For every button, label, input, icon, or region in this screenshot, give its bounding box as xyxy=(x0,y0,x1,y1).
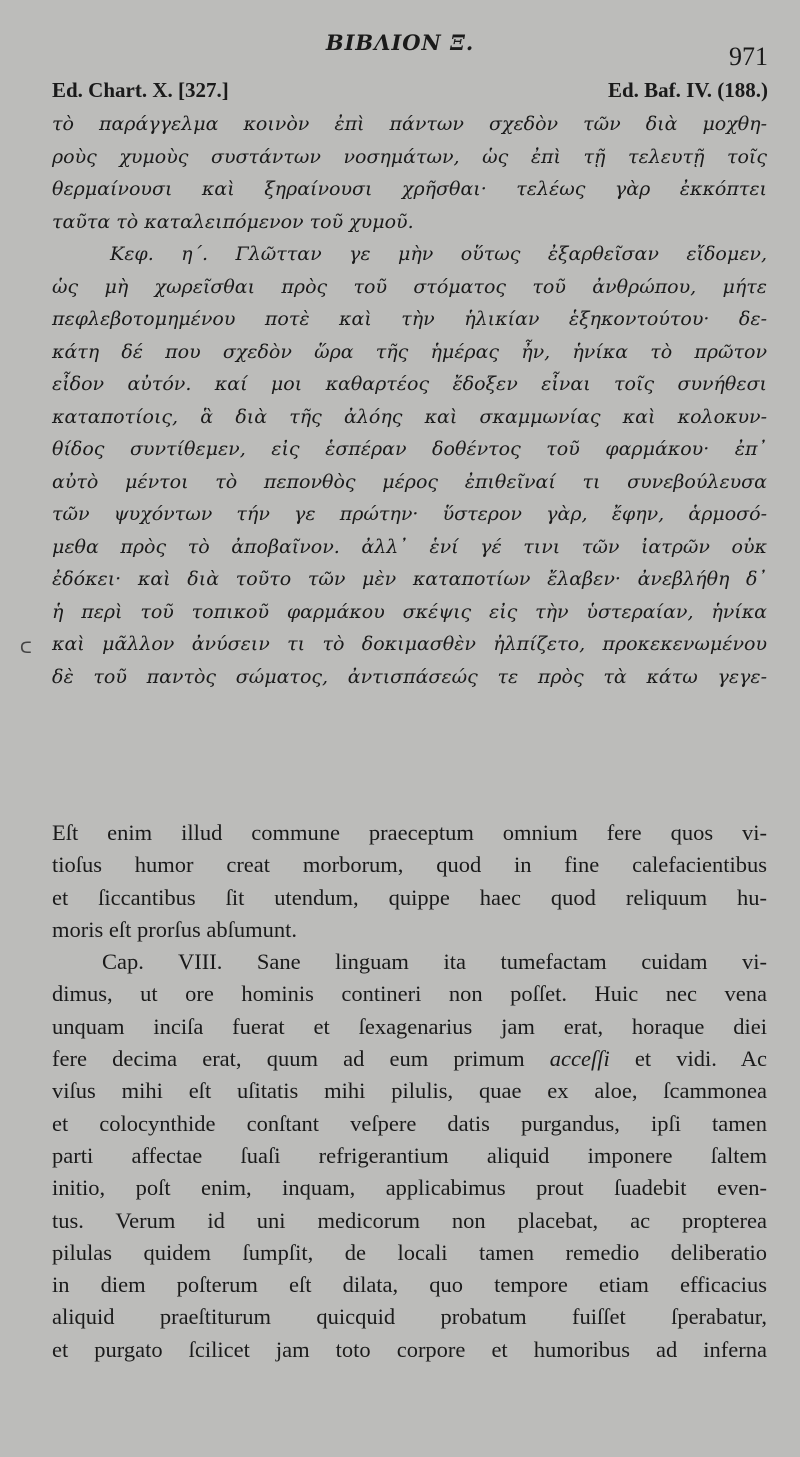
latin-line: et ſiccantibus ſit utendum, quippe haec quod reliquum hu- xyxy=(52,884,767,910)
latin-line: et purgato ſcilicet jam toto corpore et humoribus ad inferna xyxy=(52,1336,767,1362)
latin-line: Cap. VIII. Sane linguam ita tumefactam cuidam vi- xyxy=(102,949,767,975)
latin-line: tioſus humor creat morborum, quod in fine calefacientibus xyxy=(52,852,767,878)
greek-line: ἡ περὶ τοῦ τοπικοῦ φαρμάκου σκέψις εἰς τὴν ὑστεραίαν, ἡνίκα xyxy=(52,600,767,623)
greek-line: πεφλεβοτομημένου ποτὲ καὶ τὴν ἡλικίαν ἑξηκοντούτου· δε- xyxy=(52,308,767,330)
latin-line: dimus, ut ore hominis contineri non poſſet. Huic nec vena xyxy=(52,981,767,1007)
greek-line: ἐδόκει· καὶ διὰ τοῦτο τῶν μὲν καταποτίων ἔλαβεν· ἀνεβλήθη δ᾽ xyxy=(52,568,767,590)
latin-line-head: fere decima erat, quum ad eum primum xyxy=(52,1046,525,1072)
running-title: ΒΙΒΛΙΟΝ Ξ. xyxy=(325,30,475,55)
latin-line: pilulas quidem ſumpſit, de locali tamen remedio deliberatio xyxy=(52,1239,767,1265)
page-number: 971 xyxy=(729,42,768,71)
latin-line: viſus mihi eſt uſitatis mihi pilulis, quae ex aloe, ſcammonea xyxy=(52,1078,767,1104)
latin-line: initio, poſt enim, inquam, applicabimus prout ſuadebit even- xyxy=(52,1175,767,1201)
edition-reference-right: Ed. Baf. IV. (188.) xyxy=(607,78,768,102)
latin-text-block xyxy=(52,817,767,1366)
greek-text-block xyxy=(52,108,767,693)
latin-line: tus. Verum id uni medicorum non placebat, ac propterea xyxy=(52,1207,767,1233)
greek-line: θίδος συντίθεμεν, εἰς ἑσπέραν δοθέντος τοῦ φαρμάκου· ἐπ᾽ xyxy=(52,438,767,460)
latin-line: aliquid praeſtiturum quicquid probatum fuiſſet ſperabatur, xyxy=(52,1304,767,1330)
latin-line: unquam inciſa fuerat et ſexagenarius jam erat, horaque diei xyxy=(52,1013,767,1039)
greek-line: τῶν ψυχόντων τήν γε πρώτην· ὕστερον γὰρ, ἔφην, ἁρμοσό- xyxy=(52,503,767,525)
greek-line: θερμαίνουσι καὶ ξηραίνουσι χρῆσθαι· τελέως γὰρ ἐκκόπτει xyxy=(52,178,767,200)
greek-line: εἶδον αὐτόν. καί μοι καθαρτέος ἔδοξεν εἶναι τοῖς συνήθεσι xyxy=(52,373,767,395)
margin-mark: ᑕ xyxy=(20,638,32,657)
latin-line-tail: et vidi. Ac xyxy=(609,1046,768,1072)
greek-line: κάτη δέ που σχεδὸν ὥρα τῆς ἡμέρας ἦν, ἡνίκα τὸ πρῶτον xyxy=(52,340,767,363)
italic-word: acceſſi xyxy=(549,1046,610,1072)
greek-line: μεθα πρὸς τὸ ἀποβαῖνον. ἀλλ᾽ ἑνί γέ τινι τῶν ἰατρῶν οὐκ xyxy=(52,535,767,558)
latin-line: moris eſt prorſus abſumunt. xyxy=(52,916,297,942)
latin-line: et colocynthide conſtant veſpere datis purgandus, ipſi tamen xyxy=(52,1110,767,1136)
latin-line: in diem poſterum eſt dilata, quo tempore etiam efficacius xyxy=(52,1272,767,1298)
edition-reference-left: Ed. Chart. X. [327.] xyxy=(52,78,229,102)
latin-line: parti affectae ſuaſi refrigerantium aliquid imponere ſaltem xyxy=(52,1142,767,1168)
greek-line: ταῦτα τὸ καταλειπόμενον τοῦ χυμοῦ. xyxy=(52,210,414,233)
latin-line: Eſt enim illud commune praeceptum omnium fere quos vi- xyxy=(52,820,767,845)
latin-line-with-italic xyxy=(52,1043,767,1075)
greek-line: καταποτίοις, ἃ διὰ τῆς ἀλόης καὶ σκαμμωνίας καὶ κολοκυν- xyxy=(52,405,767,428)
greek-line: ροὺς χυμοὺς συστάντων νοσημάτων, ὡς ἐπὶ τῇ τελευτῇ τοῖς xyxy=(52,145,767,168)
greek-line: καὶ μᾶλλον ἀνύσειν τι τὸ δοκιμασθὲν ἠλπίζετο, προκεκενωμένου xyxy=(52,633,767,655)
greek-line: τὸ παράγγελμα κοινὸν ἐπὶ πάντων σχεδὸν τῶν διὰ μοχθη- xyxy=(52,113,767,135)
greek-line: αὐτὸ μέντοι τὸ πεπονθὸς μέρος ἐπιθεῖναί τι συνεβούλευσα xyxy=(52,470,767,493)
greek-line: ὡς μὴ χωρεῖσθαι πρὸς τοῦ στόματος τοῦ ἀνθρώπου, μήτε xyxy=(52,275,767,298)
greek-line: Κεφ. η΄. Γλῶτταν γε μὴν οὕτως ἐξαρθεῖσαν εἴδομεν, xyxy=(110,243,767,265)
greek-line: δὲ τοῦ παντὸς σώματος, ἀντισπάσεώς τε πρὸς τὰ κάτω γεγε- xyxy=(52,665,767,688)
